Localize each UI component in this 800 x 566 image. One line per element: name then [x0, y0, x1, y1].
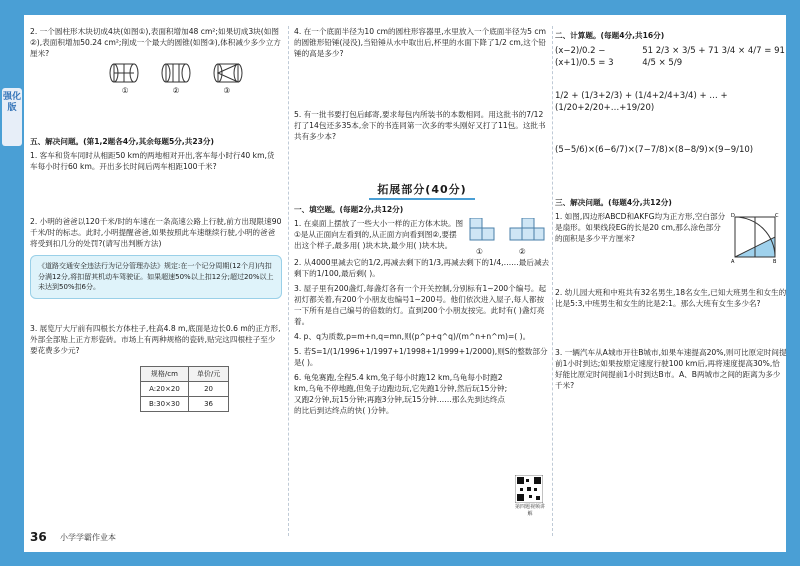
table-cell: 36 — [188, 396, 228, 411]
column-middle — [294, 26, 550, 420]
problem-3-car-trip: 3. 一辆汽车从A城市开往B城市,如果车速提高20%,则可比原定时间提前1小时到达;如果按原定速度行驶100 km后,再将速度提高30%,恰好能比原定时间提前1小时到达B市。A、B两城市之间的距离为多少千米? — [555, 347, 787, 390]
square-sector-diagram-icon — [731, 211, 779, 265]
fig-label: ② — [518, 246, 526, 256]
column-left — [30, 26, 282, 412]
cylinder-fig-2-icon — [161, 63, 191, 83]
problem-section-title: 三、解决问题。(每题4分,共12分) — [555, 197, 672, 207]
table-cell: A:20×20 — [141, 381, 189, 396]
calc-row-1 — [555, 45, 787, 70]
problem-2-kindergarten: 2. 幼儿园大班和中班共有32名男生,18名女生,已知大班男生和女生的比是5:3,中班男生和女生的比是2:1。那么大班有女生多少名? — [555, 287, 787, 308]
qr-code-label: 第四题视频讲解 — [514, 504, 545, 518]
calc-equation-2: 1/2 + (1/3+2/3) + (1/4+2/4+3/4) + … + (1/20+2/20+…+19/20) — [555, 90, 728, 113]
calc-section-title: 二、计算题。(每题4分,共16分) — [555, 31, 665, 40]
calc-equation-3: (5−5/6)×(6−6/7)×(7−7/8)×(8−8/9)×(9−9/10) — [555, 145, 754, 156]
section-5-title: 五、解决问题。(第1,2题各4分,其余每题5分,共23分) — [30, 137, 214, 146]
question-5-books: 5. 有一批书要打包后邮寄,要求每包内所装书的本数相同。用这批书的7/12打了14包还多35本,余下的书连同第一次多的零头刚好又打了11包。这批书共有多少本? — [294, 110, 546, 141]
svg-text:B: B — [773, 258, 777, 265]
fill-blank-title: 一、填空题。(每题2分,共12分) — [294, 204, 404, 214]
question-2-speeding: 2. 小明的爸爸以120千米/时的车速在一条高速公路上行驶,前方出现限速90千米/时的标志。此时,小明提醒爸爸,如果按照此车速继续行驶,小明的爸爸将受到扣几分的处罚?(请写出判断方法) — [30, 217, 282, 248]
fill-1-wrap — [294, 218, 550, 257]
cylinder-fig-1-icon — [109, 63, 139, 83]
fill-question-6: 6. 龟兔赛跑,全程5.4 km,兔子每小时跑12 km,乌龟每小时跑2 km,乌龟不停地跑,但兔子边跑边玩,它先跑1分钟,然后玩15分钟;又跑2分钟,玩15分钟;再跑3分钟,玩15分钟……那么先到达终点的比后到达终点的快( )分钟。 — [294, 372, 508, 415]
svg-text:A: A — [731, 258, 735, 265]
fill-question-1: 1. 在桌面上摆放了一些大小一样的正方体木块。图①是从正面向左看到的,从正面方向看到图②,要摆出这个样子,最多用( )块木块,最少用( )块木块。 — [294, 218, 464, 250]
extension-banner — [294, 182, 550, 200]
question-2-cylinder: 2. 一个圆柱形木块切成4块(如图①),表面积增加48 cm²;如果切成3块(如图②),表面积增加50.24 cm²;削成一个最大的圆锥(如图③),体积减少多少立方厘米? — [30, 27, 281, 58]
table-row — [141, 381, 229, 396]
bottom-border — [0, 552, 800, 566]
right-border — [786, 0, 800, 566]
svg-text:C: C — [775, 212, 779, 219]
problem-1-square: 1. 如图,四边形ABCD和AKFG均为正方形,空白部分是扇形。如果线段EG的长是20 cm,那么涂色部分的面积是多少平方厘米? — [555, 211, 726, 243]
problem-1-wrap — [555, 211, 787, 265]
cylinder-fig-3-icon — [213, 63, 243, 83]
side-tab: 强化版 — [2, 88, 22, 146]
fig-label: ② — [172, 86, 180, 95]
question-4-weight: 4. 在一个底面半径为10 cm的圆柱形容器里,水里放入一个底面半径为5 cm的圆锥形铅锤(浸没),当铅锤从水中取出后,杯里的水面下降了1/2 cm,这个铅锤的高是多少? — [294, 27, 546, 58]
banner-title: 拓展部分(40分) — [369, 182, 474, 200]
cylinder-figures — [70, 63, 282, 83]
book-name: 小学学霸作业本 — [60, 533, 116, 543]
traffic-rule-hint: 《道路交通安全违法行为记分管理办法》规定:在一个记分周期(12个月)内扣分满12分,将扣留其机动车驾驶证。如果超速50%以上扣12分;超过20%以上未达到50%扣6分。 — [30, 255, 282, 299]
calc-equation-1: (x−2)/0.2 − (x+1)/0.5 = 3 — [555, 46, 614, 69]
tile-price-table — [140, 366, 229, 412]
page-number: 36 — [30, 529, 47, 544]
column-divider — [288, 26, 289, 536]
column-divider — [552, 26, 553, 536]
table-header: 单价/元 — [188, 366, 228, 381]
cylinder-fig-labels — [70, 85, 282, 96]
cube-views-icon — [468, 218, 546, 246]
fill-question-3: 3. 屋子里有200盏灯,每盏灯各有一个开关控制,分别标有1~200个编号。起初灯都关着,有200个小朋友也编号1~200号。他们依次进入屋子,每人都按一下所有是自己编号的倍数的灯。直到200个小朋友按完。此时有( )盏灯亮着。 — [294, 283, 547, 326]
column-right — [555, 26, 787, 395]
fig-label: ① — [121, 86, 129, 95]
fill-question-2: 2. 从4000里减去它的1/2,再减去剩下的1/3,再减去剩下的1/4,……最后减去剩下的1/100,最后剩( )。 — [294, 257, 550, 278]
cube-figures — [468, 218, 546, 257]
qr-code-icon[interactable] — [515, 475, 543, 503]
question-3-tiles: 3. 展览厅大厅前有四根长方体柱子,柱高4.8 m,底面是边长0.6 m的正方形,外部全部贴上正方形瓷砖。市场上有两种规格的瓷砖,贴完这四根柱子至少要花费多少元? — [30, 323, 281, 355]
table-header: 规格/cm — [141, 366, 189, 381]
table-cell: 20 — [188, 381, 228, 396]
left-border — [0, 0, 24, 566]
fig-label: ① — [476, 246, 483, 256]
table-row — [141, 396, 229, 411]
table-cell: B:30×30 — [141, 396, 189, 411]
fill-question-5: 5. 若S=1/(1/1996+1/1997+1/1998+1/1999+1/2000),则S的整数部分是( )。 — [294, 346, 548, 367]
fig-label: ③ — [223, 86, 231, 95]
calc-equation-1b: 51 2/3 × 3/5 + 71 3/4 × 4/7 = 91 4/5 × 5/9 — [642, 46, 785, 69]
svg-text:D: D — [731, 212, 735, 219]
table-header-row — [141, 366, 229, 381]
fill-question-4: 4. p、q为质数,p=m+n,q=mn,则(p^p+q^q)/(m^n+n^m)=( )。 — [294, 331, 531, 341]
question-1-cars: 1. 客车和货车同时从相距50 km的两地相对开出,客车每小时行40 km,货车每小时行60 km。开出多长时间后两车相距100千米? — [30, 151, 275, 171]
